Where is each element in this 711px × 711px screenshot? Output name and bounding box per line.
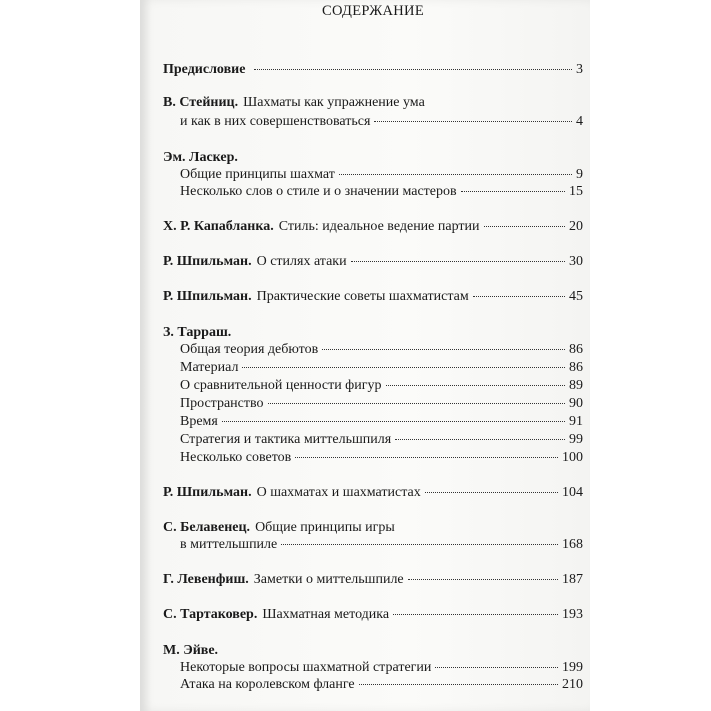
toc-title: Шахматная методика [262,607,390,622]
toc-author: С. Белавенец. [163,520,251,535]
toc-page-number: 104 [562,485,583,500]
toc-entry [163,607,583,626]
toc-page-number: 20 [569,219,583,234]
toc-page-number: 187 [562,572,583,587]
toc-entry [163,219,583,238]
dot-leader [374,121,572,122]
toc-title: О шахматах и шахматистах [256,485,421,500]
toc-entry [180,396,583,415]
toc-title: Атака на королевском фланге [180,677,355,692]
toc-title: Стиль: идеальное ведение партии [278,219,480,234]
toc-page-number: 86 [569,360,583,375]
dot-leader [222,421,565,422]
toc-title: Несколько советов [180,450,292,465]
toc-page-number: 30 [569,254,583,269]
toc-title: Стратегия и тактика миттельшпиля [180,432,392,447]
toc-page-number: 86 [569,342,583,357]
toc-author: М. Эйве. [163,643,219,658]
dot-leader [408,579,558,580]
toc-entry [163,95,583,114]
toc-entry [180,184,583,203]
toc-page-number: 90 [569,396,583,411]
toc-title: Пространство [180,396,264,411]
dot-leader [268,403,565,404]
toc-page-number: 15 [569,184,583,199]
toc-title: и как в них совершенствоваться [180,114,371,129]
dot-leader [281,544,558,545]
toc-page-number: 4 [576,114,583,129]
toc-entry [163,254,583,273]
toc-title: Шахматы как упражнение ума [243,95,425,110]
toc-title: О стилях атаки [256,254,347,269]
toc-author: Эм. Ласкер. [163,150,238,165]
toc-author: Предисловие [163,62,246,77]
toc-heading: СОДЕРЖАНИЕ [322,3,424,19]
toc-entry [163,572,583,591]
toc-title: Несколько слов о стиле и о значении мастеров [180,184,457,199]
toc-author: З. Тарраш. [163,325,232,340]
dot-leader [242,367,565,368]
dot-leader [473,296,565,297]
toc-page-number: 193 [562,607,583,622]
toc-entry [180,537,583,556]
toc-page-number: 99 [569,432,583,447]
toc-page-number: 45 [569,289,583,304]
toc-page-number: 89 [569,378,583,393]
toc-title: в миттельшпиле [180,537,278,552]
dot-leader [386,385,566,386]
toc-entry [180,378,583,397]
toc-author: Х. Р. Капабланка. [163,219,274,234]
toc-entry [180,114,583,133]
toc-entry [180,450,583,469]
dot-leader [395,439,565,440]
dot-leader [295,457,558,458]
toc-page-number: 3 [576,62,583,77]
toc-title: Некоторые вопросы шахматной стратегии [180,660,432,675]
toc-title: Материал [180,360,239,375]
toc-page-number: 168 [562,537,583,552]
dot-leader [484,226,565,227]
toc-author: Р. Шпильман. [163,254,252,269]
toc-author: Р. Шпильман. [163,485,252,500]
toc-author: В. Стейниц. [163,95,239,110]
toc-title: Общие принципы шахмат [180,167,335,182]
toc-title: Практические советы шахматистам [256,289,469,304]
toc-page-number: 210 [562,677,583,692]
toc-author: Г. Левенфиш. [163,572,249,587]
dot-leader [322,349,565,350]
toc-title: Общая теория дебютов [180,342,319,357]
toc-page-number: 91 [569,414,583,429]
toc-entry [163,289,583,308]
toc-title: Время [180,414,218,429]
toc-entry [163,485,583,504]
toc-author: С. Тартаковер. [163,607,258,622]
dot-leader [425,492,558,493]
dot-leader [461,191,565,192]
table-of-contents [163,0,583,711]
toc-entry [180,432,583,451]
toc-page-number: 9 [576,167,583,182]
dot-leader [393,614,558,615]
toc-page-number: 199 [562,660,583,675]
dot-leader [359,684,558,685]
toc-title: О сравнительной ценности фигур [180,378,382,393]
toc-entry [180,414,583,433]
dot-leader [254,69,572,70]
toc-page-number: 100 [562,450,583,465]
dot-leader [339,174,572,175]
toc-title: Заметки о миттельшпиле [253,572,404,587]
toc-entry [180,677,583,696]
toc-entry [163,62,583,81]
toc-entry [180,342,583,361]
dot-leader [351,261,565,262]
dot-leader [435,667,558,668]
toc-title: Общие принципы игры [255,520,395,535]
toc-author: Р. Шпильман. [163,289,252,304]
toc-entry [180,360,583,379]
